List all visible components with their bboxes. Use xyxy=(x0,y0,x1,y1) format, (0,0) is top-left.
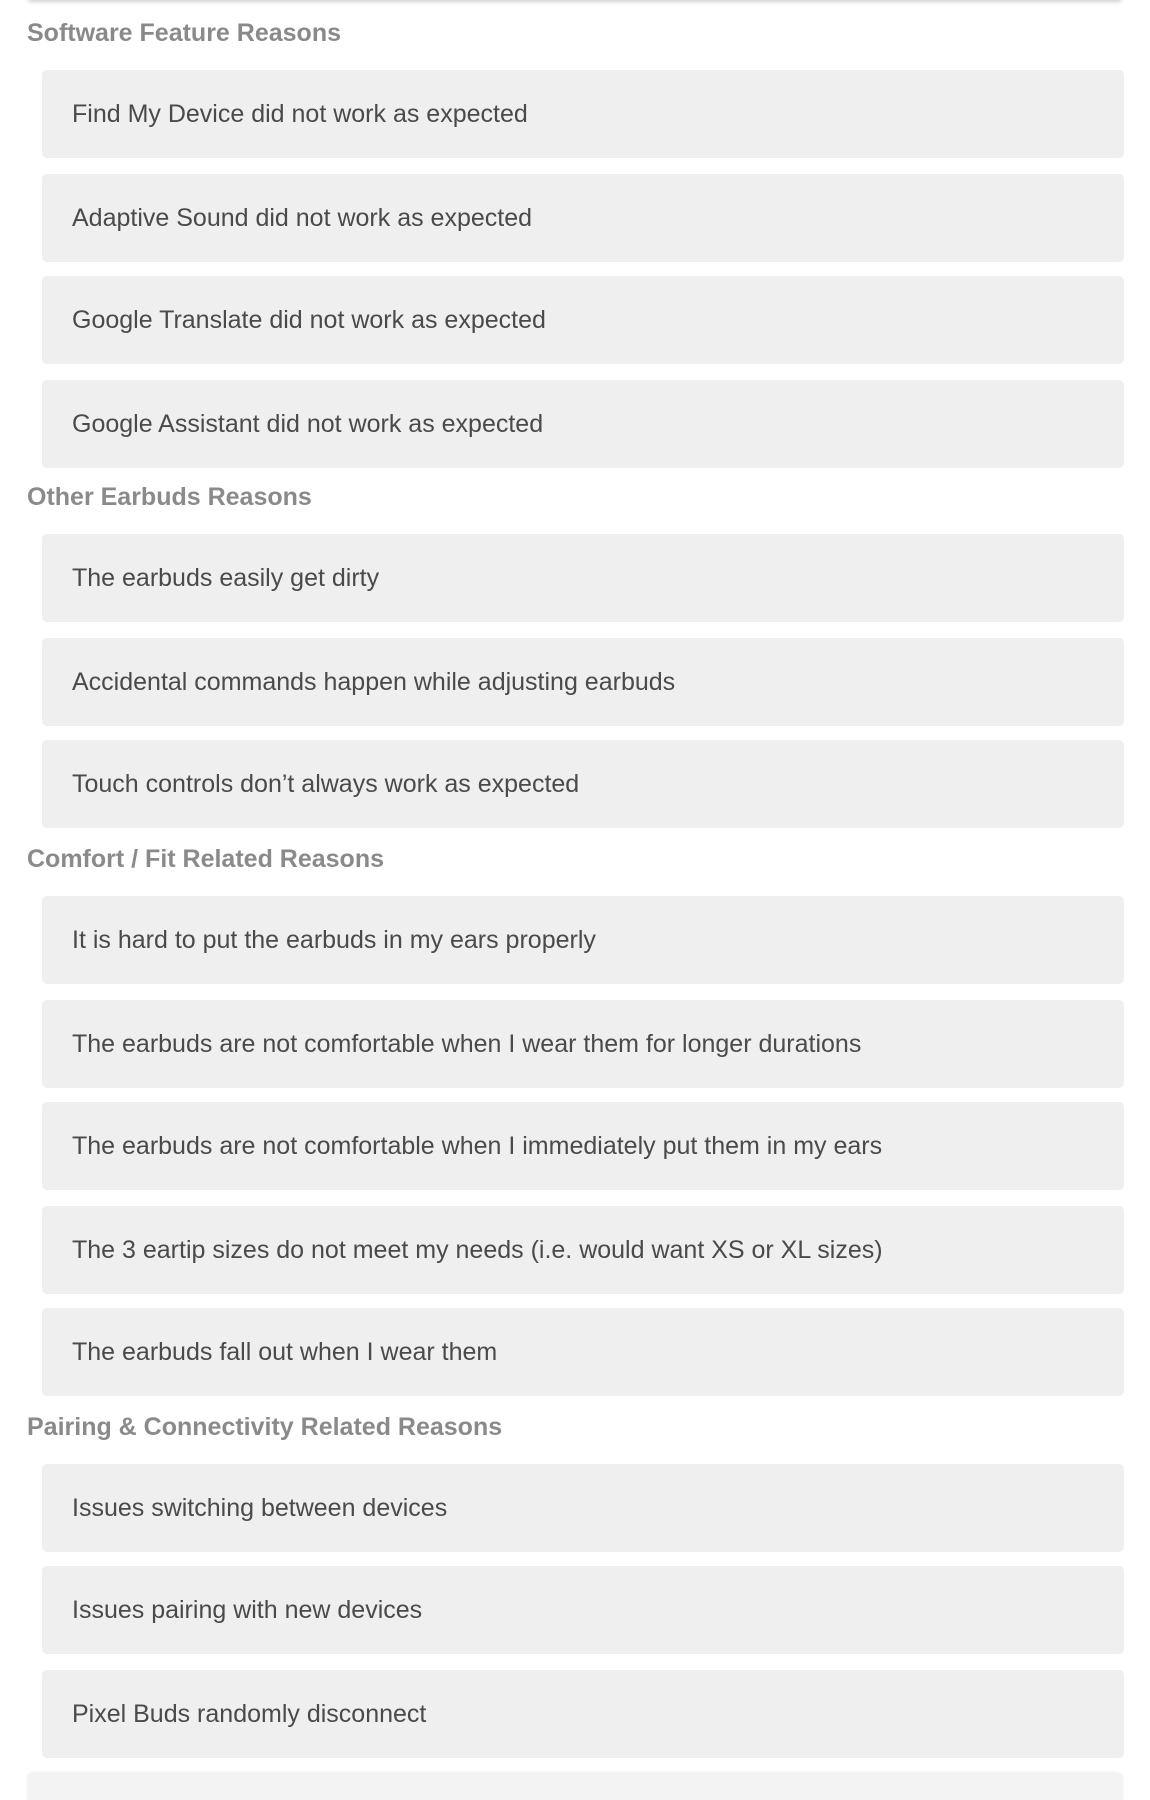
section-title-other-earbuds: Other Earbuds Reasons xyxy=(27,483,312,511)
option-uncomfortable-long[interactable]: The earbuds are not comfortable when I wear them for longer durations xyxy=(42,1000,1124,1088)
option-pairing-new-devices[interactable]: Issues pairing with new devices xyxy=(42,1566,1124,1654)
option-adaptive-sound[interactable]: Adaptive Sound did not work as expected xyxy=(42,174,1124,262)
option-eartip-sizes[interactable]: The 3 eartip sizes do not meet my needs (i.e. would want XS or XL sizes) xyxy=(42,1206,1124,1294)
option-hard-to-put-in[interactable]: It is hard to put the earbuds in my ears properly xyxy=(42,896,1124,984)
option-google-assistant[interactable]: Google Assistant did not work as expected xyxy=(42,380,1124,468)
section-title-comfort-fit: Comfort / Fit Related Reasons xyxy=(27,845,384,873)
option-fall-out[interactable]: The earbuds fall out when I wear them xyxy=(42,1308,1124,1396)
option-accidental-commands[interactable]: Accidental commands happen while adjusting earbuds xyxy=(42,638,1124,726)
option-earbuds-dirty[interactable]: The earbuds easily get dirty xyxy=(42,534,1124,622)
option-random-disconnect[interactable]: Pixel Buds randomly disconnect xyxy=(42,1670,1124,1758)
option-touch-controls[interactable]: Touch controls don’t always work as expected xyxy=(42,740,1124,828)
option-google-translate[interactable]: Google Translate did not work as expected xyxy=(42,276,1124,364)
section-title-software: Software Feature Reasons xyxy=(27,19,341,47)
next-card-edge xyxy=(28,1773,1122,1800)
section-title-pairing: Pairing & Connectivity Related Reasons xyxy=(27,1413,503,1441)
option-switching-devices[interactable]: Issues switching between devices xyxy=(42,1464,1124,1552)
option-find-my-device[interactable]: Find My Device did not work as expected xyxy=(42,70,1124,158)
option-uncomfortable-immediate[interactable]: The earbuds are not comfortable when I immediately put them in my ears xyxy=(42,1102,1124,1190)
